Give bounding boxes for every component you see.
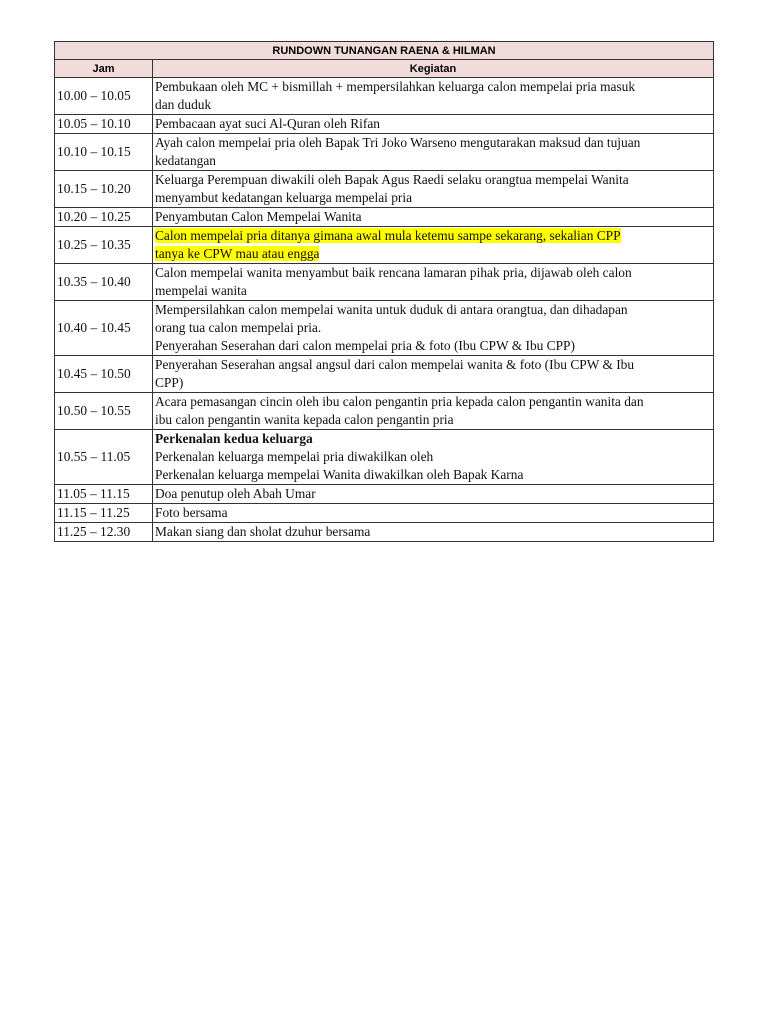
activity-cell [153, 171, 714, 208]
header-row [55, 60, 714, 78]
activity-cell [153, 430, 714, 485]
activity-cell [153, 115, 714, 134]
activity-line: Doa penutup oleh Abah Umar [155, 486, 316, 501]
activity-cell [153, 264, 714, 301]
activity-line: menyambut kedatangan keluarga mempelai pria [155, 190, 413, 205]
activity-line: Calon mempelai pria ditanya gimana awal mula ketemu sampe sekarang, sekalian CPP [155, 228, 621, 243]
table-row [55, 301, 714, 356]
activity-cell [153, 393, 714, 430]
activity-cell [153, 523, 714, 542]
table-row [55, 227, 714, 264]
time-cell: 10.50 – 10.55 [55, 393, 153, 430]
activity-line: Foto bersama [155, 505, 228, 520]
activity-line: Penyerahan Seserahan angsal angsul dari calon mempelai wanita & foto (Ibu CPW & Ibu [155, 357, 635, 372]
table-row [55, 115, 714, 134]
table-row [55, 430, 714, 485]
table-row [55, 504, 714, 523]
table-row [55, 264, 714, 301]
table-row [55, 485, 714, 504]
table-row [55, 134, 714, 171]
activity-line: tanya ke CPW mau atau engga [155, 246, 320, 261]
activity-cell [153, 134, 714, 171]
activity-line: Keluarga Perempuan diwakili oleh Bapak Agus Raedi selaku orangtua mempelai Wanita [155, 172, 629, 187]
table-row [55, 171, 714, 208]
time-cell: 10.05 – 10.10 [55, 115, 153, 134]
activity-line: Perkenalan keluarga mempelai Wanita diwakilkan oleh Bapak Karna [155, 467, 524, 482]
activity-line: Pembukaan oleh MC + bismillah + mempersilahkan keluarga calon mempelai pria masuk [155, 79, 636, 94]
activity-cell [153, 504, 714, 523]
activity-line: Perkenalan keluarga mempelai pria diwakilkan oleh [155, 449, 434, 464]
activity-line: orang tua calon mempelai pria. [155, 320, 322, 335]
time-cell: 10.45 – 10.50 [55, 356, 153, 393]
time-cell: 11.15 – 11.25 [55, 504, 153, 523]
activity-cell [153, 301, 714, 356]
activity-cell [153, 485, 714, 504]
table-row [55, 78, 714, 115]
time-cell: 10.10 – 10.15 [55, 134, 153, 171]
header-time: Jam [55, 60, 153, 78]
activity-line: Mempersilahkan calon mempelai wanita untuk duduk di antara orangtua, dan dihadapan [155, 302, 628, 317]
activity-line: Calon mempelai wanita menyambut baik rencana lamaran pihak pria, dijawab oleh calon [155, 265, 632, 280]
time-cell: 10.55 – 11.05 [55, 430, 153, 485]
activity-line: Ayah calon mempelai pria oleh Bapak Tri Joko Warseno mengutarakan maksud dan tujuan [155, 135, 641, 150]
table-row [55, 356, 714, 393]
activity-cell [153, 208, 714, 227]
activity-cell [153, 356, 714, 393]
table-row [55, 523, 714, 542]
activity-line: Acara pemasangan cincin oleh ibu calon pengantin pria kepada calon pengantin wanita dan [155, 394, 644, 409]
activity-line: Makan siang dan sholat dzuhur bersama [155, 524, 371, 539]
time-cell: 11.25 – 12.30 [55, 523, 153, 542]
activity-line: kedatangan [155, 153, 216, 168]
time-cell: 10.15 – 10.20 [55, 171, 153, 208]
header-activity: Kegiatan [153, 60, 714, 78]
activity-line: ibu calon pengantin wanita kepada calon pengantin pria [155, 412, 454, 427]
table-row [55, 393, 714, 430]
time-cell: 10.40 – 10.45 [55, 301, 153, 356]
activity-cell [153, 78, 714, 115]
schedule-body [55, 78, 714, 542]
activity-line: Pembacaan ayat suci Al-Quran oleh Rifan [155, 116, 380, 131]
title-row [55, 42, 714, 60]
activity-line: Penyerahan Seserahan dari calon mempelai pria & foto (Ibu CPW & Ibu CPP) [155, 338, 575, 353]
table-title: RUNDOWN TUNANGAN RAENA & HILMAN [55, 42, 714, 60]
activity-heading: Perkenalan kedua keluarga [155, 431, 313, 446]
time-cell: 10.25 – 10.35 [55, 227, 153, 264]
activity-cell [153, 227, 714, 264]
time-cell: 10.20 – 10.25 [55, 208, 153, 227]
time-cell: 11.05 – 11.15 [55, 485, 153, 504]
table-row [55, 208, 714, 227]
activity-line: dan duduk [155, 97, 212, 112]
rundown-table [54, 41, 714, 542]
time-cell: 10.35 – 10.40 [55, 264, 153, 301]
activity-line: Penyambutan Calon Mempelai Wanita [155, 209, 362, 224]
activity-line: mempelai wanita [155, 283, 247, 298]
time-cell: 10.00 – 10.05 [55, 78, 153, 115]
activity-line: CPP) [155, 375, 184, 390]
